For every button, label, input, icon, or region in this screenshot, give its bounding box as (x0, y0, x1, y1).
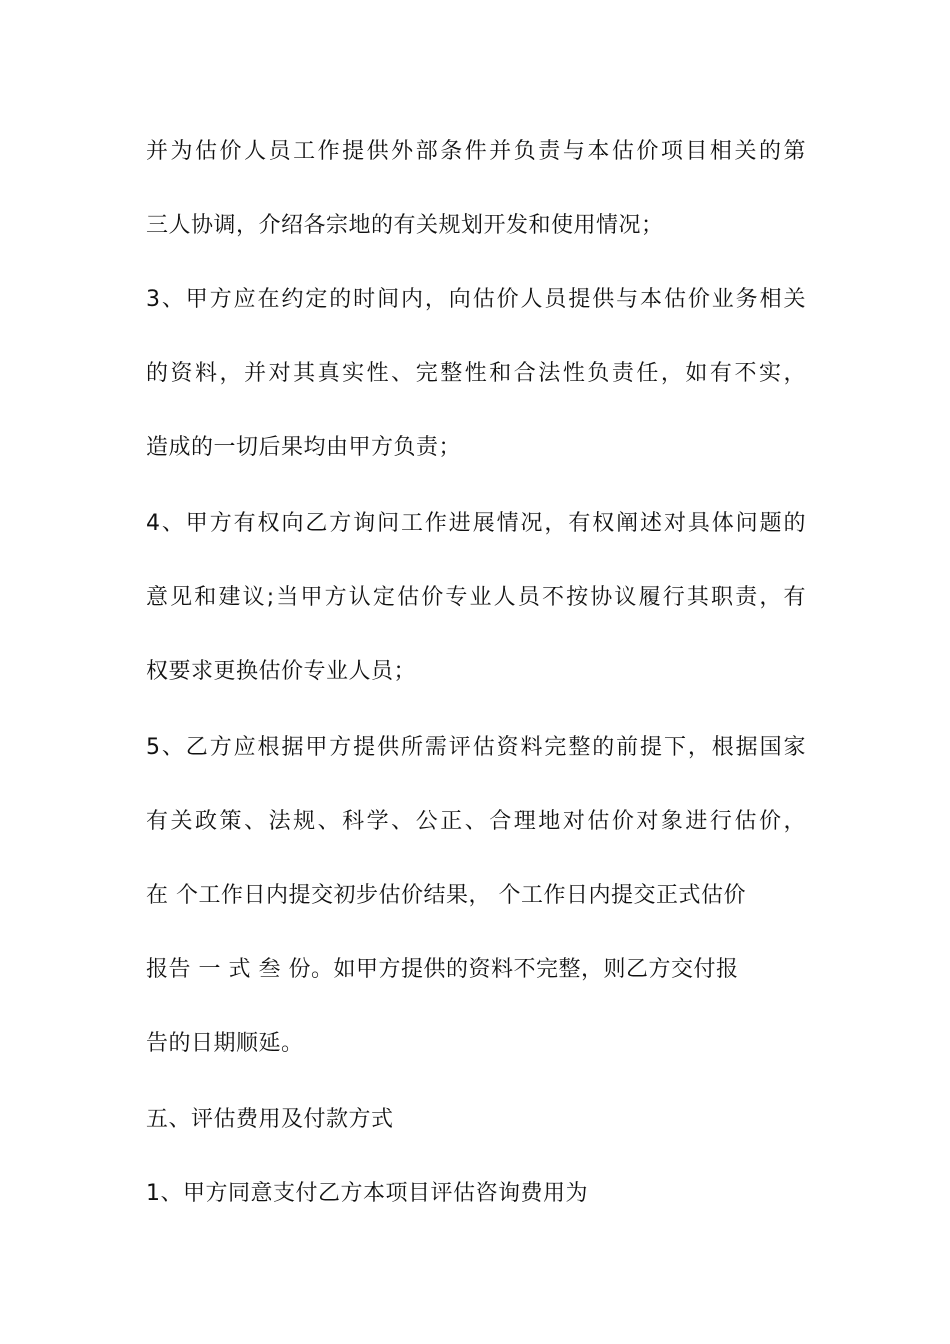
paragraph-line: 造成的一切后果均由甲方负责； (146, 435, 462, 460)
paragraph-line: 1、甲方同意支付乙方本项目评估咨询费用为 (146, 1181, 588, 1206)
paragraph-line: 有关政策、法规、科学、公正、合理地对估价对象进行估价， (146, 809, 806, 834)
paragraph-line: 4、甲方有权向乙方询问工作进展情况，有权阐述对具体问题的 (146, 511, 806, 536)
paragraph-line: 意见和建议;当甲方认定估价专业人员不按协议履行其职责，有 (146, 585, 806, 610)
paragraph-line: 并为估价人员工作提供外部条件并负责与本估价项目相关的第 (146, 139, 806, 164)
paragraph-line: 三人协调，介绍各宗地的有关规划开发和使用情况； (146, 213, 664, 238)
paragraph-line: 在 个工作日内提交初步估价结果， 个工作日内提交正式估价 (146, 883, 746, 908)
paragraph-line: 5、乙方应根据甲方提供所需评估资料完整的前提下，根据国家 (146, 735, 806, 760)
paragraph-line: 报告 一 式 叁 份。如甲方提供的资料不完整，则乙方交付报 (146, 957, 739, 982)
section-heading: 五、评估费用及付款方式 (146, 1107, 394, 1132)
paragraph-line: 的资料，并对其真实性、完整性和合法性负责任，如有不实， (146, 361, 806, 386)
paragraph-line: 权要求更换估价专业人员； (146, 659, 417, 684)
paragraph-line: 3、甲方应在约定的时间内，向估价人员提供与本估价业务相关 (146, 287, 806, 312)
paragraph-line: 告的日期顺延。 (146, 1031, 304, 1056)
